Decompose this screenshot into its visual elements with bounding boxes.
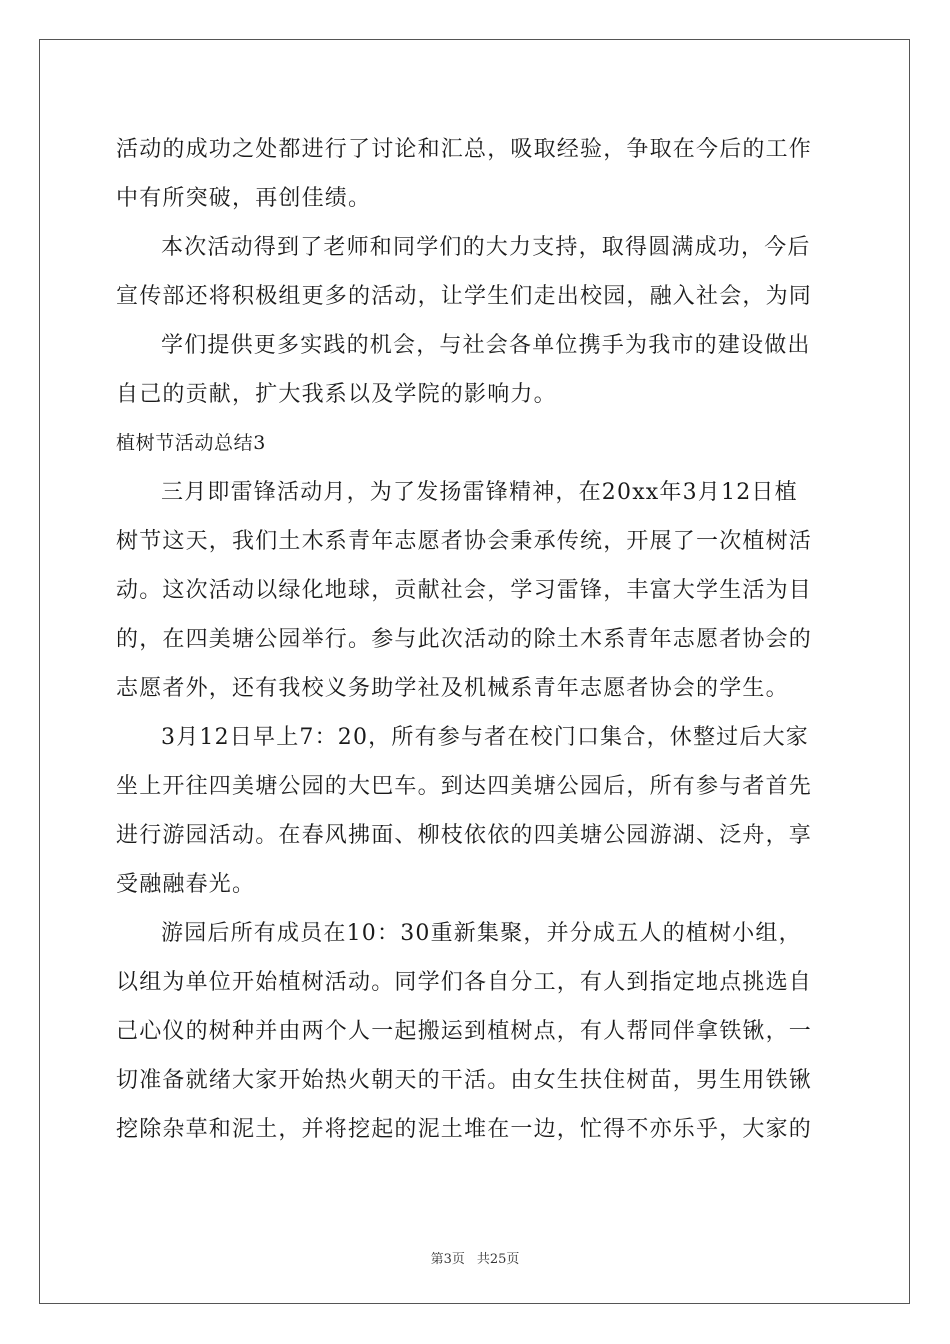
text-line: 树节这天，我们土木系青年志愿者协会秉承传统，开展了一次植树活	[116, 529, 813, 554]
text-line: 己心仪的树种并由两个人一起搬运到植树点，有人帮同伴拿铁锹，一	[116, 1019, 813, 1044]
text-line: 的，在四美塘公园举行。参与此次活动的除土木系青年志愿者协会的	[116, 627, 813, 652]
text-line: 挖除杂草和泥土，并将挖起的泥土堆在一边，忙得不亦乐乎，大家的	[116, 1117, 813, 1142]
text-line: 切准备就绪大家开始热火朝天的干活。由女生扶住树苗，男生用铁锹	[116, 1068, 813, 1093]
text-line: 宣传部还将积极组更多的活动，让学生们走出校园，融入社会，为同	[116, 284, 813, 309]
text-line: 活动的成功之处都进行了讨论和汇总，吸取经验，争取在今后的工作	[116, 137, 813, 162]
text-line: 以组为单位开始植树活动。同学们各自分工，有人到指定地点挑选自	[116, 970, 813, 995]
document-body	[116, 125, 836, 1154]
paragraph-start-line: 本次活动得到了老师和同学们的大力支持，取得圆满成功，今后	[161, 235, 811, 260]
text-line: 受融融春光。	[116, 872, 256, 897]
text-line: 志愿者外，还有我校义务助学社及机械系青年志愿者协会的学生。	[116, 676, 789, 701]
page-number: 第3页	[430, 1252, 465, 1267]
paragraph-start-line: 3月12日早上7：20，所有参与者在校门口集合，休整过后大家	[161, 725, 809, 750]
text-line: 进行游园活动。在春风拂面、柳枝依依的四美塘公园游湖、泛舟，享	[116, 823, 813, 848]
text-line: 中有所突破，再创佳绩。	[116, 186, 372, 211]
page-total: 共25页	[476, 1252, 520, 1267]
paragraph-start-line: 三月即雷锋活动月，为了发扬雷锋精神，在20xx年3月12日植	[161, 480, 798, 505]
paragraph-start-line: 游园后所有成员在10：30重新集聚，并分成五人的植树小组，	[161, 921, 802, 946]
text-line: 动。这次活动以绿化地球，贡献社会，学习雷锋，丰富大学生活为目	[116, 578, 813, 603]
text-line: 坐上开往四美塘公园的大巴车。到达四美塘公园后，所有参与者首先	[116, 774, 813, 799]
section-heading: 植树节活动总结3	[116, 432, 266, 454]
paragraph-start-line: 学们提供更多实践的机会，与社会各单位携手为我市的建设做出	[161, 333, 811, 358]
page-footer	[0, 1248, 950, 1267]
text-line: 自己的贡献，扩大我系以及学院的影响力。	[116, 382, 557, 407]
